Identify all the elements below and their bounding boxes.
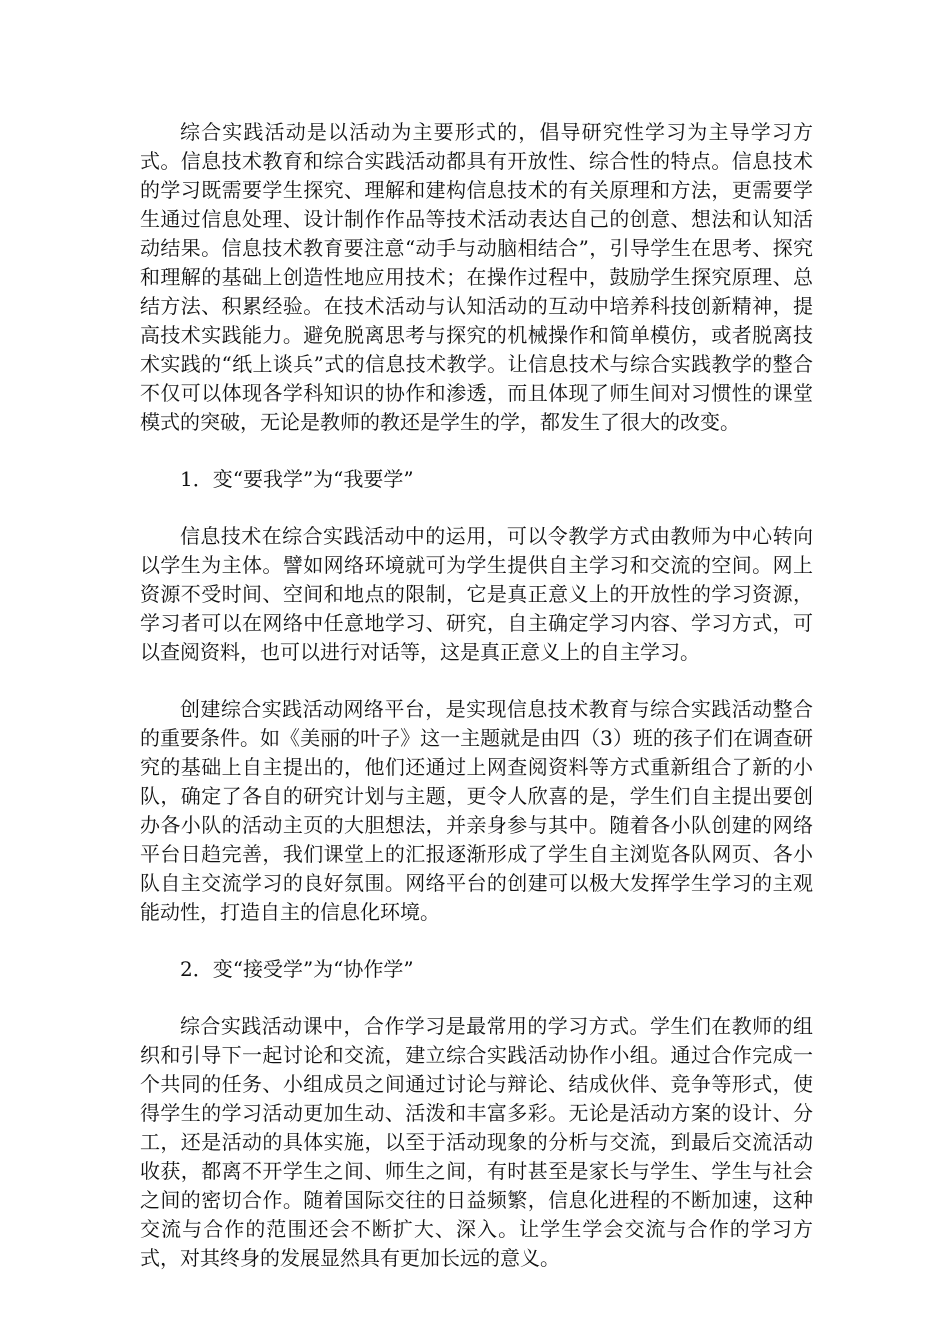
document-page — [140, 118, 813, 1301]
paragraph-section-2: 综合实践活动课中，合作学习是最常用的学习方式。学生们在教师的组织和引导下一起讨论和交流，建立综合实践活动协作小组。通过合作完成一个共同的任务、小组成员之间通过讨论与辩论、结成伙伴、竞争等形式，使得学生的学习活动更加生动、活泼和丰富多彩。无论是活动方案的设计、分工，还是活动的具体实施，以至于活动现象的分析与交流，到最后交流活动收获，都离不开学生之间、师生之间，有时甚至是家长与学生、学生与社会之间的密切合作。随着国际交往的日益频繁，信息化进程的不断加速，这种交流与合作的范围还会不断扩大、深入。让学生学会交流与合作的学习方式，对其终身的发展显然具有更加长远的意义。 — [140, 1014, 813, 1270]
section-heading-1: 1．变“要我学”为“我要学” — [180, 467, 414, 491]
paragraph-section-1a: 信息技术在综合实践活动中的运用，可以令教学方式由教师为中心转向以学生为主体。譬如网络环境就可为学生提供自主学习和交流的空间。网上资源不受时间、空间和地点的限制，它是真正意义上的开放性的学习资源，学习者可以在网络中任意地学习、研究，自主确定学习内容、学习方式，可以查阅资料，也可以进行对话等，这是真正意义上的自主学习。 — [140, 524, 813, 664]
section-heading-2: 2．变“接受学”为“协作学” — [180, 957, 414, 981]
paragraph-intro: 综合实践活动是以活动为主要形式的，倡导研究性学习为主导学习方式。信息技术教育和综合实践活动都具有开放性、综合性的特点。信息技术的学习既需要学生探究、理解和建构信息技术的有关原理和方法，更需要学生通过信息处理、设计制作作品等技术活动表达自己的创意、想法和认知活动结果。信息技术教育要注意“动手与动脑相结合”，引导学生在思考、探究和理解的基础上创造性地应用技术；在操作过程中，鼓励学生探究原理、总结方法、积累经验。在技术活动与认知活动的互动中培养科技创新精神，提高技术实践能力。避免脱离思考与探究的机械操作和简单模仿，或者脱离技术实践的“纸上谈兵”式的信息技术教学。让信息技术与综合实践教学的整合不仅可以体现各学科知识的协作和渗透，而且体现了师生间对习惯性的课堂模式的突破，无论是教师的教还是学生的学，都发生了很大的改变。 — [140, 120, 813, 434]
paragraph-section-1b: 创建综合实践活动网络平台，是实现信息技术教育与综合实践活动整合的重要条件。如《美丽的叶子》这一主题就是由四（3）班的孩子们在调查研究的基础上自主提出的，他们还通过上网查阅资料等方式重新组合了新的小队，确定了各自的研究计划与主题，更令人欣喜的是，学生们自主提出要创办各小队的活动主页的大胆想法，并亲身参与其中。随着各小队创建的网络平台日趋完善，我们课堂上的汇报逐渐形成了学生自主浏览各队网页、各小队自主交流学习的良好氛围。网络平台的创建可以极大发挥学生学习的主观能动性，打造自主的信息化环境。 — [140, 697, 813, 924]
